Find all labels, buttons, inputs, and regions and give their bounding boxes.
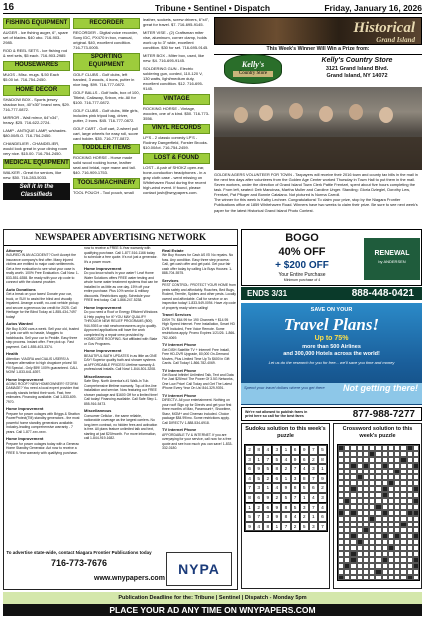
sudoku-cell: 5: [300, 522, 309, 532]
crossword-solution: [333, 423, 422, 589]
sudoku-cell: 6: [254, 493, 263, 503]
sudoku-cell: 3: [254, 483, 263, 493]
sudoku-cell: 4: [291, 512, 300, 522]
ad-chandelier: CHANDELIER - CHANDELIER, would look great in your dining room very nice. $15.00. 716-754-2450.: [3, 140, 68, 156]
travel-airlines: more than 500 Airlines: [302, 343, 361, 350]
np-ad-heading: Home Improvement: [84, 348, 122, 354]
sudoku-cell: 7: [245, 483, 254, 493]
sudoku-cell: 2: [300, 512, 309, 522]
sudoku-cell: 2: [254, 503, 263, 513]
section-lost-found: LOST & FOUND: [143, 153, 210, 164]
historical-photo-section: [214, 17, 422, 229]
ad-golf-cart: GOLF CART - Golf cart, 2-wheel pull cart, large wheels for easy roll, score card holder. $35. 716-777-0872.: [73, 125, 139, 141]
issue-date: Friday, January 16, 2026: [324, 3, 422, 13]
ad-shadow-box: SHADOW BOX - Sports jersey shadow box, 40"x30" brand new, $29. 716-777-0872.: [3, 96, 70, 112]
photo-figure-3: [289, 103, 303, 119]
sudoku-cell: 8: [281, 512, 290, 522]
bogo-ad: [241, 229, 422, 286]
sudoku-cell: 9: [245, 522, 254, 532]
sudoku-cell: 6: [291, 445, 300, 455]
np-title: NEWSPAPER ADVERTISING NETWORK: [4, 232, 237, 246]
ad-recorder: RECORDER - Digital voice recorder, Sony IDC, PX470 in box, manual, original. $40, excellent condition. 716-773-0005.: [73, 29, 138, 50]
np-ad-text: DISH TV. $64.99 for 190 Channels + $14.95 High Speed Internet. Free Installation, Smart HD DVR Included, Free Voice Remote. Some restrictions apply. Promo Expires 1/21/26. 1-866-782-4069.: [162, 317, 236, 340]
section-fishing: FISHING EQUIPMENT: [3, 18, 70, 29]
sudoku-cell: 5: [300, 483, 309, 493]
travel-phone[interactable]: 877-988-7277: [352, 409, 415, 420]
sudoku-cell: 2: [291, 522, 300, 532]
sudoku-cell: 5: [291, 503, 300, 513]
section-tools: TOOLS/MACHINERY: [73, 178, 140, 189]
sudoku-cell: 7: [309, 445, 318, 455]
sudoku-cell: 7: [309, 503, 318, 513]
np-ad-text: DIRECTV- All your entertainment. Nothing on your roof! Sign up for Directv and get your first three months of Max, Paramount+, Showtime, Starz, MGM+ and Cinemax included. Choice package $84.99/mo. Some restrictions apply. Call DIRECTV 1-888-534-6918.: [162, 398, 232, 425]
np-ad-heading: Real Estate: [162, 248, 184, 253]
ad-miter-box: MITER BOX - Miter box, used, like new. $4. 716-695-9145.: [143, 53, 205, 63]
sudoku-cell: 1: [272, 522, 281, 532]
np-ad-heading: Services: [162, 277, 179, 283]
np-ad-heading: Home Improvement: [6, 436, 44, 442]
sudoku-cell: 2: [263, 474, 272, 484]
store-info: [294, 57, 420, 80]
footer-deadline: Publication Deadline for the: Tribune | Sentinel | Dispatch - Monday 5pm: [3, 592, 422, 604]
section-vintage: VINTAGE: [143, 94, 210, 105]
sudoku-solution: [241, 423, 330, 589]
sudoku-cell: 4: [254, 522, 263, 532]
bogo-ends: ENDS 3/31: [247, 289, 288, 298]
sudoku-cell: 6: [263, 503, 272, 513]
sudoku-cell: 8: [263, 522, 272, 532]
historical-photo: [214, 87, 422, 170]
sudoku-cell: 1: [263, 483, 272, 493]
np-ad-text: AFFORDABLE TV & INTERNET. If you are overpaying for your service, call now for a free quote and see how much you can save! 1-833-332-0180.: [162, 432, 233, 451]
sudoku-cell: 5: [245, 512, 254, 522]
sudoku-cell: 8: [300, 474, 309, 484]
sudoku-cell: 8: [318, 455, 327, 465]
sudoku-cell: 1: [245, 503, 254, 513]
sudoku-cell: 2: [272, 493, 281, 503]
section-vinyl: VINYL RECORDS: [143, 124, 210, 135]
ad-rocking-horse: ROCKING HORSE - Horse made solid wood rocking horse, leather seat and bridal, rope mane and tail. $40. 716-909-1753.: [73, 155, 136, 175]
sudoku-cell: 9: [291, 455, 300, 465]
np-ad-heading: TV Internet Phone: [162, 427, 197, 433]
ad-tool-pouch-cont: leather, sockets, screw drivers, 6"x4", great for travel. $7. 716-695-9145.: [143, 17, 210, 27]
sudoku-cell: 3: [300, 503, 309, 513]
np-ad-text: Safe Step. North America's #1 Walk-In Tub. Comprehensive lifetime warranty. Top-of-the-line installation and service. Now featuring our FREE shower package and $1600 Off for a limited time! Call today! Financing available. Call Safe Step 1-855-916-5473.: [84, 379, 158, 406]
page-header: [3, 2, 422, 14]
sudoku-cell: 2: [245, 445, 254, 455]
sudoku-cell: 4: [318, 503, 327, 513]
np-ad-heading: TV Internet Phone: [162, 367, 197, 373]
right-ads: [241, 229, 422, 590]
nypa-logo: [166, 552, 232, 586]
classifieds-column-3: [143, 17, 210, 230]
sudoku-cell: 6: [272, 474, 281, 484]
photo-figure-2: [259, 105, 273, 121]
sudoku-cell: 4: [309, 493, 318, 503]
np-ad-heading: Home Improvement: [6, 406, 44, 412]
photo-figure-4: [319, 106, 333, 122]
np-ad-heading: Miscellaneous: [84, 408, 112, 414]
travel-spend: Spend your travel dollars where you get there: [244, 385, 325, 390]
renewal-logo: [364, 238, 420, 280]
np-ad-text: Consumer Cellular - the same reliable, nationwide coverage as the largest carriers. No long-term contract, no hidden fees and activation is free. All plans feature unlimited talk and text, starting at just $20/month. For more information, call 1-844-919-1682.: [84, 413, 158, 441]
caption-text: GOLDEN AGERS VOLUNTEER FOR TOWN - Taxpayers will receive their 2016 town and county tax bills in the mail in the next few days after volunteers from the Golden Age Center worked Thursday in Town Hall to put them in the mail. Seven workers, under the direction of Grand Island Town Clerk Pattie Frentzel, spent about five hours completing the task. From left, seated: Deb Mancinas, Martha Muller and Caroline Unger. Standing: Gloria Dziegiel, Dorothy Lew, Frentzel, Pat Pfluger and Bonnie Catalano. Not pictured is Norma Carroll.: [214, 172, 418, 198]
np-ad-text: Get Boost Infinite! Unlimited Talk, Text and Data For Just $25/mo! The Power Of 3.5G Networks, One Low Price! Call Today and Get The Latest iPhone Every Year On Us! 844-329-9391.: [162, 372, 234, 391]
np-ad-text: We Buy Houses for Cash AS IS! No repairs. No fuss. Any condition. Easy three step process: Call, get cash offer and get paid. Get your fair cash offer today by calling Liz Buys Houses: 1-888-704-5575.: [162, 253, 234, 276]
ad-golf-balls: GOLF BALLS - Golf balls, box of 100, Titleist, Callaway, Srixon, etc. All for $100. 716-777-0872.: [73, 89, 140, 105]
sudoku-cell: 1: [254, 455, 263, 465]
section-sporting: SPORTING EQUIPMENT: [73, 53, 140, 71]
ad-tool-pouch: TOOL POUCH - Tool pouch, small: [73, 189, 134, 195]
ad-lost-headphones: LOST - A pair of SHOKZ open-ear, bone-conduction headphones - in a gray cloth case - went missing on Whitehaven Road during the recent high-wind event. If found, please contact josh@wnypapers.com.: [143, 164, 206, 195]
sudoku-grid: [244, 444, 328, 532]
sudoku-cell: 8: [291, 483, 300, 493]
ad-mugs: MUGS - Misc. mugs. $.50 Each $5.00 lot. 716-754-2450.: [3, 72, 60, 82]
photo-figure-1: [234, 107, 248, 123]
photo-figure-6: [379, 107, 393, 123]
ad-mirror: MIRROR - Wall mirror, 64"x34", heavy. $25. 716-622-2724.: [3, 114, 59, 125]
travel-save: SAVE ON YOUR: [310, 307, 353, 313]
sudoku-cell: 4: [263, 445, 272, 455]
sudoku-cell: 3: [309, 464, 318, 474]
nypa-text: NYPA: [178, 561, 220, 577]
section-medical: MEDICAL EQUIPMENT: [3, 159, 70, 170]
sudoku-cell: 9: [254, 464, 263, 474]
np-ad-text: BEAUTIFUL BATH UPDATES in as little as ONE DAY! Superior quality bath and shower systems at AFFORDABLE PRICES! Lifetime warranty & professional installs. Call Now! 1-844-501-3208.: [84, 353, 157, 372]
historical-subtitle: Grand Island: [376, 36, 415, 44]
sudoku-cell: 7: [281, 522, 290, 532]
sudoku-cell: 5: [318, 445, 327, 455]
sudoku-cell: 4: [300, 464, 309, 474]
photo-table: [214, 137, 422, 170]
ad-lamp: LAMP - ANTIQUE LAMP, w/shades. $80.00/B.O. 716-754-2450.: [3, 127, 67, 138]
sudoku-cell: 7: [309, 474, 318, 484]
crossword-grid: [337, 444, 420, 581]
bogo-text: [246, 232, 358, 283]
np-ad-text: Do you know what's in your water? Leaf Home Water Solutions offers FREE water testing and whole home water treatment systems that can be installed in as little as one day. 15% off your entire purchase. Plus 10% senior & military discounts. Restrictions apply. Schedule your FREE test today. Call 1-866-247-5238.: [84, 271, 158, 303]
travel-not-getting: Not getting there!: [343, 383, 418, 393]
ad-walker: WALKER - Great for seniors, like new. $50. 716-283-5033.: [3, 170, 62, 180]
ad-lps: LP'S - 2 classic comedy LP'S - Rodney Dangerfield, Forster Brooks. $10.00/lot. 716-754-2459.: [143, 135, 208, 150]
classifieds-column-2: [73, 17, 140, 230]
page-number: 16: [3, 2, 15, 13]
travel-upto: Up to 75%: [314, 335, 349, 343]
np-ad-text: PEST CONTROL: PROTECT YOUR HOME from pests safely and affordably. Roaches, Bed Bugs, Rodent, Termite, Spiders and other pests. Locally owned and affordable. Call for service or an inspection today! 1-833-549-0094. Have zip code of property ready when calling!: [162, 283, 236, 310]
travel-note: We're not allowed to publish fares in print here so call for the best fares: [245, 410, 308, 419]
ad-golf-clubs: GOLF CLUBS - Golf clubs, left handed, 3 woods, 4 irons, putter in nice bag. $99. 716-777-0872.: [73, 71, 135, 87]
travel-bottom-band: [241, 383, 422, 404]
travel-hotels: and 300,000 Hotels across the world!: [283, 350, 380, 357]
sudoku-cell: 7: [263, 455, 272, 465]
sudoku-cell: 7: [254, 512, 263, 522]
ad-golf-clubs-girls: GOLF CLUBS - Golf clubs, little girls, includes pink tripod bag, driver, putter, 2 irons. $45. 716-777-0872.: [73, 107, 139, 123]
crossword-title: Crossword solution to this week's puzzle: [342, 426, 413, 439]
np-url[interactable]: www.wnypapers.com: [94, 575, 165, 582]
footer-place-ad[interactable]: PLACE YOUR AD ANY TIME ON WNYPAPERS.COM: [3, 604, 422, 616]
np-col-3: [162, 246, 236, 548]
travel-ad: [241, 303, 422, 405]
sudoku-cell: 9: [263, 493, 272, 503]
np-ad-text: now to receive a FREE 5-Year warranty with qualifying purchase. Call 1-877-516-1166 today to schedule a free quote. It's not just a generator. It's a power move.: [84, 246, 158, 264]
sudoku-cell: 8: [281, 503, 290, 513]
sudoku-cell: 9: [281, 483, 290, 493]
bogo-phone-bar: [241, 287, 422, 300]
sudoku-cell: 3: [272, 445, 281, 455]
sudoku-cell: 1: [309, 512, 318, 522]
np-phone[interactable]: 716-773-7676: [50, 557, 108, 568]
sudoku-cell: 1: [281, 445, 290, 455]
sudoku-cell: 6: [318, 512, 327, 522]
bogo-discount: 40% OFF: [278, 245, 326, 258]
sudoku-cell: 2: [318, 483, 327, 493]
sudoku-cell: 9: [272, 512, 281, 522]
sudoku-cell: 7: [291, 464, 300, 474]
sudoku-cell: 6: [309, 483, 318, 493]
np-ad-text: Get a break on your taxes! Donate your car, truck, or SUV to assist the blind and visually impaired. Arrange a swift, no-cost vehicle pickup and secure a generous tax credit for 2025. Call Heritage for the Blind Today at 1-855-434-7497 today!: [6, 292, 79, 319]
logo-line-1: Kelly's: [241, 60, 265, 69]
sudoku-title: Sudoku solution to this week's puzzle: [245, 426, 326, 439]
np-ad-heading: TV Internet Phone: [162, 342, 197, 348]
travel-phone-bar: [241, 407, 422, 421]
np-ad-heading: Miscellaneous: [84, 373, 112, 379]
np-columns: [6, 246, 237, 548]
np-ad-text: AGING ROOF? NEW HOMEOWNER? STORM DAMAGE? You need a local expert provider that proudly stands behind their work. Fast, free estimates. Financing available. Call 1-833-609-7970.: [6, 381, 79, 404]
np-ad-heading: Home Improvement: [6, 376, 44, 382]
store-name: Kelly's Country Store: [321, 57, 393, 64]
bogo-extra: + $200 OFF: [275, 259, 329, 271]
crossword-cell: [413, 575, 419, 581]
sudoku-cell: 2: [281, 464, 290, 474]
np-ad-text: Do you need a Roof or Energy Efficient Windows & Help paying for it? YOU MAY QUALIFY THROUGH NEW RELIEF PROGRAMS (800) 944-9393 or visit newhomeowners.org to qualify. Approved applications will have the work completed by a repair crew provided by: HOMECORE ROOFING. Not affiliated with State or Gov Programs.: [84, 310, 158, 346]
np-ad-heading: Autos Wanted: [6, 321, 33, 327]
sudoku-cell: 5: [272, 455, 281, 465]
np-ad-text: Prepare for power outages today with a Generac Home Standby Generator. Act now to receive a FREE 5-Year warranty with qualifying purchase.: [6, 441, 80, 455]
ad-rod-reel: ROD & REEL SETS - Ice fishing rod & reel sets, $5 each. 716-903-2985: [3, 47, 68, 58]
travel-title: Travel Plans!: [283, 314, 380, 334]
historical-title: Historical: [353, 20, 415, 36]
sudoku-cell: 6: [300, 455, 309, 465]
historical-banner: [214, 17, 422, 45]
bogo-entire: Your Entire Purchase: [278, 272, 326, 278]
bogo-title: BOGO: [285, 232, 319, 244]
caption-winner: The winner for this week is Kathy Lechner. Congratulations! To claim your prize, stop by the Niagara Frontier Publications office at 1859 Whitehaven Road. Winners have two weeks to claim their prize. Be sure to see next week's paper for the latest Historical Grand Island Photo Contest.: [214, 197, 418, 213]
sudoku-cell: 6: [245, 464, 254, 474]
classifieds-column-1: [3, 17, 70, 230]
np-col-1: [6, 246, 80, 548]
winner-heading: This Week's Winner Will Win a Prize from:: [214, 46, 422, 55]
np-ad-heading: Auto Donations: [6, 286, 36, 292]
kellys-logo: [224, 54, 282, 84]
bogo-phone[interactable]: 888-448-0421: [351, 288, 414, 299]
np-ad-heading: Attorney: [6, 248, 23, 253]
sudoku-cell: 9: [272, 503, 281, 513]
ad-vintage-horse: ROCKING HORSE - Vintage, wooden, one of a kind. $50. 716-773-3556.: [143, 105, 210, 121]
sudoku-cell: 1: [281, 474, 290, 484]
np-ad-text: INJURED IN AN ACCIDENT? Don't Accept the insurance company's first offer. Many injured victims are entitled to major cash settlements. Get a free evaluation to see what your case is really worth. 100% Free Evaluation. Call Now: 1-833-551-6358. Be ready with your zip code to connect with the closest provider.: [6, 253, 79, 285]
sudoku-cell: 3: [245, 455, 254, 465]
np-ad-text: Attention: VIAGRA and CIALIS USERS! A cheaper alternative to high drugstore prices! 50 Pill Special - Only $99! 100% guaranteed. CALL NOW! 1-833-641-6397.: [6, 356, 79, 375]
sudoku-cell: 5: [281, 493, 290, 503]
photo-figure-5: [349, 104, 363, 120]
sudoku-cell: 7: [318, 522, 327, 532]
photo-caption: [214, 172, 422, 213]
sudoku-cell: 5: [254, 474, 263, 484]
sudoku-cell: 1: [318, 464, 327, 474]
sudoku-cell: 4: [281, 455, 290, 465]
sudoku-cell: 9: [300, 445, 309, 455]
np-ad-text: Get DISH Satellite TV + Internet! Free Install, Free HD-DVR Upgrade, 80,000 On-Demand Movies, Plus Limited Time Up To $600 in Gift Cards. Call Today! 1-866-782-4069.: [162, 347, 230, 366]
section-housewares: HOUSEWARES: [3, 61, 70, 72]
section-home-decor: HOME DECOR: [3, 85, 70, 96]
ad-miter-vise: MITER VISE - (2) Craftsman miter vise, aluminum, corner clamp, holds work up to 3" wide, excellent condition. $30 for set. 716-695-9145.: [143, 30, 209, 50]
logo-line-2: Country Store: [233, 71, 273, 77]
sudoku-cell: 7: [291, 493, 300, 503]
sudoku-cell: 4: [272, 483, 281, 493]
newspaper-ad-network: [3, 229, 238, 590]
renewal-name: RENEWAL: [374, 250, 410, 257]
np-col-2: [84, 246, 158, 548]
renewal-by: by ANDERSEN: [378, 258, 406, 264]
np-ad-heading: TV Internet Phone: [162, 392, 197, 398]
ad-auger: AUGER - Ice fishing auger, 6", spare set of blades. $40 obo. 716-903-2985.: [3, 29, 69, 45]
sudoku-cell: 8: [254, 445, 263, 455]
sudoku-cell: 2: [309, 455, 318, 465]
section-recorder: RECORDER: [73, 18, 140, 29]
sudoku-cell: 1: [300, 493, 309, 503]
travel-letus: Let us do the research for you for free... we'll save you time and money: [268, 359, 395, 365]
sudoku-cell: 5: [263, 464, 272, 474]
np-ad-heading: Travel Services: [162, 312, 192, 318]
sudoku-cell: 4: [245, 474, 254, 484]
sudoku-cell: 8: [245, 493, 254, 503]
store-address-1: 3121 Grand Island Blvd.: [325, 65, 389, 72]
sudoku-cell: 8: [272, 464, 281, 474]
np-ad-heading: Home Improvement: [84, 266, 122, 272]
np-cta: To advertise state-wide, contact Niagara Frontier Publications today: [6, 550, 152, 555]
sudoku-cell: 3: [263, 512, 272, 522]
masthead: Tribune • Sentinel • Dispatch: [154, 3, 271, 13]
ad-soldering-gun: SOLDERING GUN - Electric soldering gun, corded, 110-120 V, 130 watts, light/medium duty, excellent condition. $12. 716-695-9145.: [143, 66, 204, 91]
np-ad-text: Prepare for power outages with Briggs & Stratton PowerProtect(TM) standby generators - the most powerful home standby generators available. Industry-leading comprehensive warranty - 7 years. Call 1-877-xxx-xxxx.: [6, 411, 80, 434]
sudoku-cell: 3: [318, 493, 327, 503]
sell-it-banner: Sell it in the Classifieds: [3, 183, 70, 200]
np-ad-heading: Health: [6, 351, 19, 357]
section-toddler: TODDLER ITEMS: [73, 144, 140, 155]
np-contact: [4, 550, 154, 569]
store-address-2: Grand Island, NY 14072: [326, 72, 388, 79]
bogo-minimum: Minimum purchase of 4: [283, 278, 321, 283]
sudoku-cell: 9: [318, 474, 327, 484]
np-ad-heading: Home Improvement: [84, 304, 122, 310]
sudoku-cell: 3: [309, 522, 318, 532]
np-ad-text: We Buy 8,000 cars a week. Sell your old, busted or junk car with no hassle, Maggies to hatchbacks. Sell your car to Peddle. Easy three step process. Instant offer. Free pick up. Fast payment. Call 1-855-403-3374.: [6, 326, 79, 349]
sudoku-cell: 3: [291, 474, 300, 484]
